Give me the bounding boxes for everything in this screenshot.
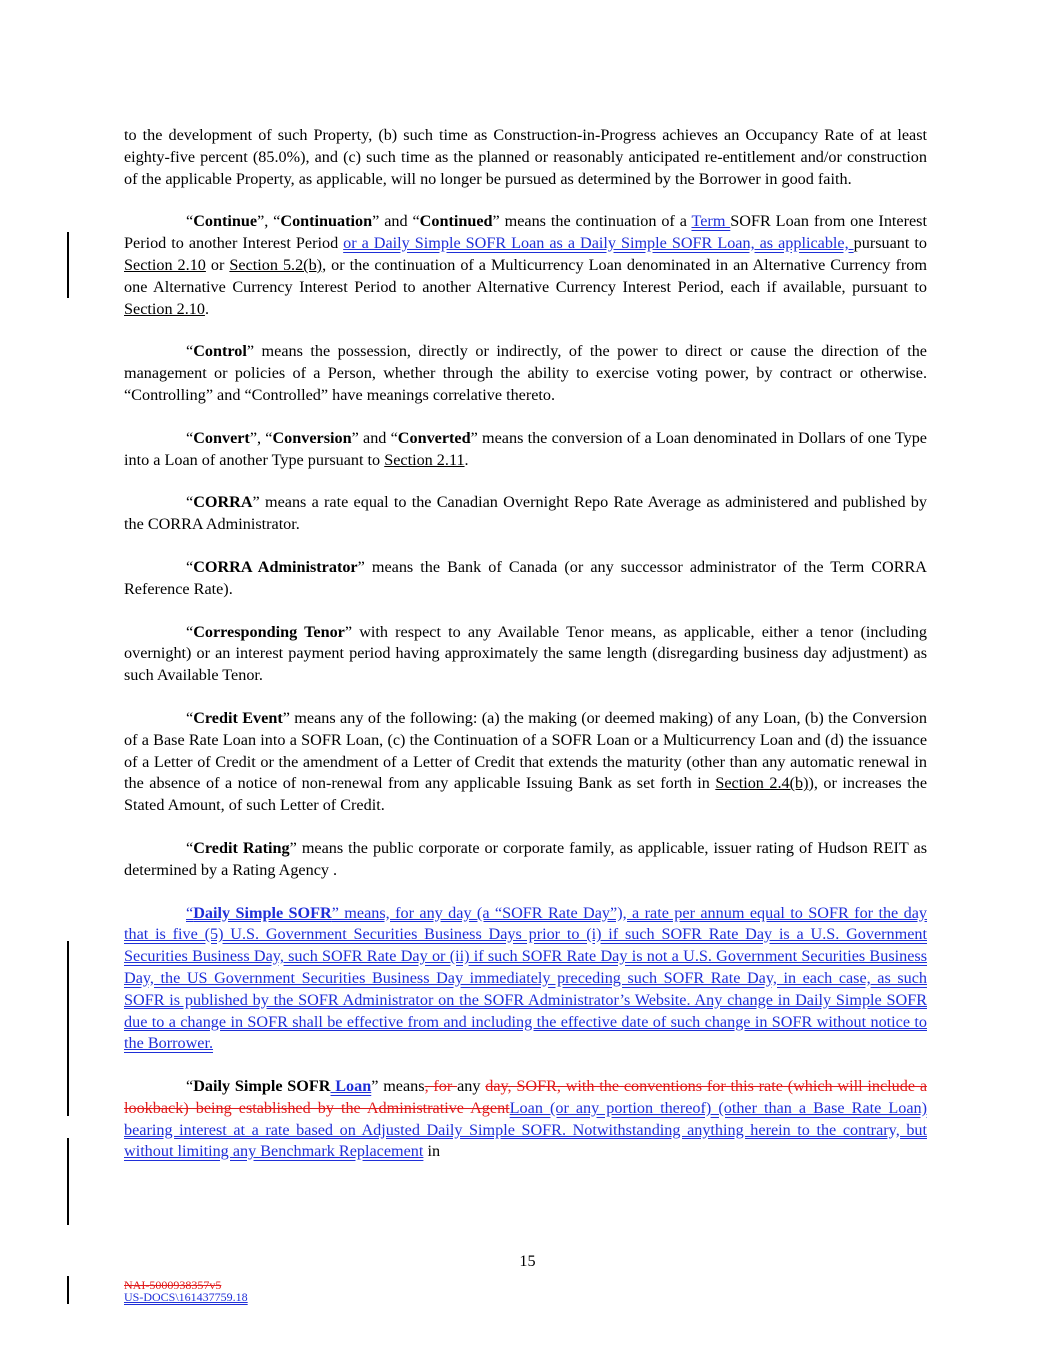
footer-doc-ids — [124, 1279, 248, 1303]
defined-term-corra-administrator: CORRA Administrator — [193, 557, 358, 576]
deleted-text: day, SOFR, with the conventions for this rate (which will include a lookback) being established by the Administrative Agent — [124, 1077, 928, 1117]
change-bar-daily-simple-sofr — [67, 941, 69, 1116]
document-body — [124, 125, 927, 1184]
section-reference: Section 2.10 — [124, 299, 205, 318]
definition-corra: “CORRA” means a rate equal to the Canadian Overnight Repo Rate Average as administered and published by the CORRA Administrator. — [124, 493, 927, 534]
defined-term-daily-simple-sofr-loan: Daily Simple SOFR — [193, 1077, 331, 1096]
change-bar-footer — [67, 1276, 69, 1304]
definition-corresponding-tenor: “Corresponding Tenor” with respect to any Available Tenor means, as applicable, either a tenor (including overnight) or an interest payment period having approximately the same length (disregarding business day adjustment) as such Available Tenor. — [124, 622, 927, 685]
defined-term-daily-simple-sofr: Daily Simple SOFR — [193, 903, 332, 922]
definition-corra-administrator: “CORRA Administrator” means the Bank of Canada (or any successor administrator of the Term CORRA Reference Rate). — [124, 557, 927, 598]
definition-convert: “Convert”, “Conversion” and “Converted” means the conversion of a Loan denominated in Dollars of one Type into a Loan of another Type pursuant to Section 2.11. — [124, 428, 927, 469]
section-reference: Section 5.2(b) — [229, 255, 323, 274]
defined-term-continuation: Continuation — [280, 212, 373, 231]
page-number: 15 — [519, 1252, 536, 1270]
defined-term-conversion: Conversion — [272, 428, 352, 447]
definition-daily-simple-sofr-loan: “Daily Simple SOFR Loan” means, for any day, SOFR, with the conventions for this rate (which will include a lookback) being established by the Administrative AgentLoan (or any portion thereof) (other than a Base Rate Loan) bearing interest at a rate based on Adjusted Daily Simple SOFR. Notwithstanding anything herein to the contrary, but without limiting any Benchmark Replacement in — [124, 1077, 928, 1161]
defined-term-corresponding-tenor: Corresponding Tenor — [193, 622, 345, 641]
old-document-id: NAI-5000938357v5 — [124, 1278, 222, 1292]
defined-term-credit-event: Credit Event — [193, 708, 283, 727]
change-bar-continue — [67, 232, 69, 298]
inserted-text: Loan (or any portion thereof) (other than a Base Rate Loan) bearing interest at a rate based on Adjusted Daily Simple SOFR. Notwithstanding anything herein to the contrary, but without limiting any Benchmark Replacement — [124, 1098, 927, 1161]
defined-term-credit-rating: Credit Rating — [193, 838, 290, 857]
inserted-text: Term — [691, 212, 731, 231]
section-reference: Section 2.11 — [384, 450, 465, 469]
change-bar-daily-simple-sofr-loan — [67, 1138, 69, 1225]
defined-term-continue: Continue — [193, 212, 258, 231]
defined-term-convert: Convert — [193, 428, 250, 447]
defined-term-control: Control — [193, 342, 247, 361]
definition-control: “Control” means the possession, directly or indirectly, of the power to direct or cause the direction of the management or policies of a Person, whether through the ability to exercise voting power, by contract or otherwise. “Controlling” and “Controlled” have meanings correlative thereto. — [124, 342, 927, 404]
definition-credit-event: “Credit Event” means any of the following: (a) the making (or deemed making) of any Loan, (b) the Conversion of a Base Rate Loan into a SOFR Loan, (c) the Continuation of a SOFR Loan or a Multicurrency Loan and (d) the issuance of a Letter of Credit or the amendment of a Letter of Credit that extends the maturity (other than any automatic renewal in the absence of a notice of non-renewal from any applicable Issuing Bank as set forth in Section 2.4(b)), or increases the Stated Amount, of such Letter of Credit. — [124, 708, 927, 815]
defined-term-converted: Converted — [397, 428, 471, 447]
definition-continue: “Continue”, “Continuation” and “Continued” means the continuation of a Term SOFR Loan from one Interest Period to another Interest Period or a Daily Simple SOFR Loan as a Daily Simple SOFR Loan, as applicable, pursuant to Section 2.10 or Section 5.2(b), or the continuation of a Multicurrency Loan denominated in an Alternative Currency from one Alternative Currency Interest Period to another Alternative Currency Interest Period, each if available, pursuant to Section 2.10. — [124, 212, 927, 318]
deleted-text: , for — [424, 1077, 458, 1096]
section-reference: Section 2.10 — [124, 255, 206, 274]
defined-term-corra: CORRA — [193, 493, 253, 512]
inserted-text: or a Daily Simple SOFR Loan as a Daily Simple SOFR Loan, as applicable, — [343, 234, 854, 253]
inserted-text: Loan — [330, 1077, 372, 1096]
paragraph-continued: to the development of such Property, (b) such time as Construction-in-Progress achieves an Occupancy Rate of at least eighty-five percent (85.0%), and (c) such time as the planned or reasonably anticipated re-entitlement and/or construction of the applicable Property, as applicable, will no longer be pursued as determined by the Borrower in good faith. — [124, 126, 927, 188]
definition-daily-simple-sofr: “Daily Simple SOFR” means, for any day (a “SOFR Rate Day”), a rate per annum equal to SOFR for the day that is five (5) U.S. Government Securities Business Days prior to (i) if such SOFR Rate Day is a U.S. Government Securities Business Day, such SOFR Rate Day or (ii) if such SOFR Rate Day is not a U.S. Government Securities Business Day, the US Government Securities Business Day immediately preceding such SOFR Rate Day, in each case, as such SOFR is published by the SOFR Administrator on the SOFR Administrator’s Website. Any change in Daily Simple SOFR due to a change in SOFR shall be effective from and including the effective date of such change in SOFR without notice to the Borrower. — [124, 903, 928, 1053]
definition-credit-rating: “Credit Rating” means the public corporate or corporate family, as applicable, issuer rating of Hudson REIT as determined by a Rating Agency . — [124, 838, 927, 879]
new-document-id: US-DOCS\161437759.18 — [124, 1290, 248, 1304]
section-reference: Section 2.4(b) — [715, 774, 809, 793]
defined-term-continued: Continued — [419, 212, 493, 231]
